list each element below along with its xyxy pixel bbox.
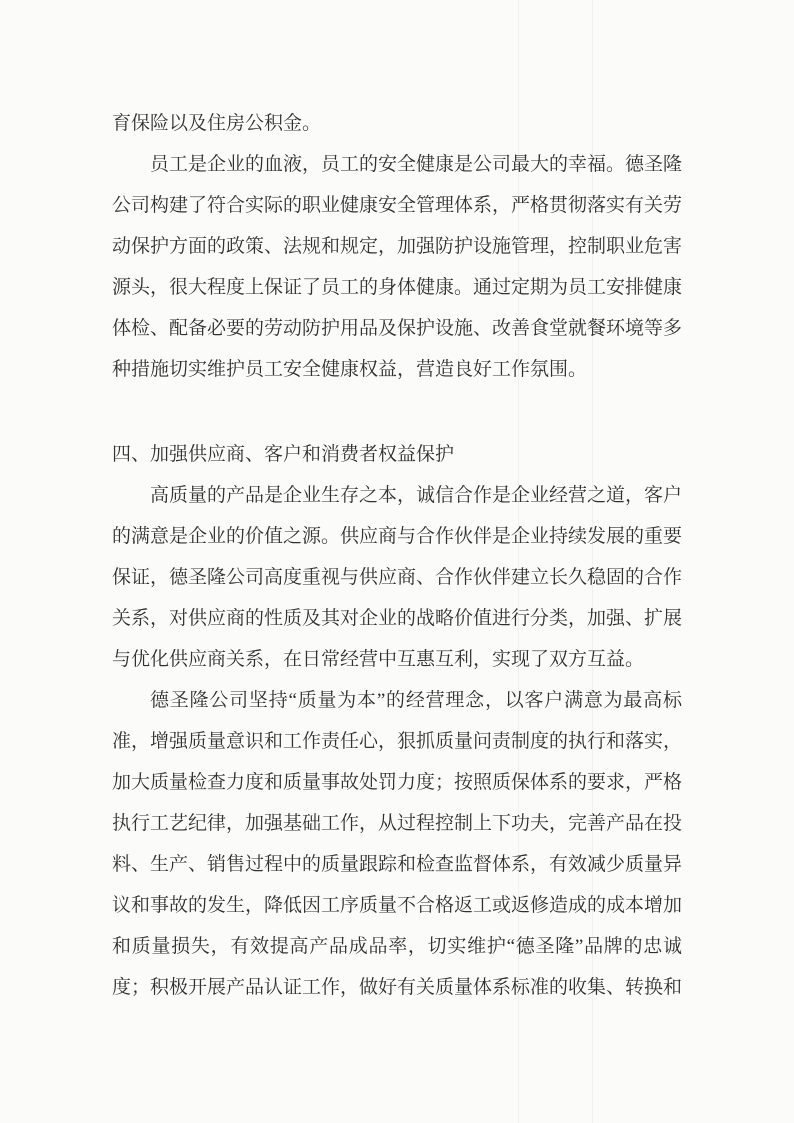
text-line: 公司构建了符合实际的职业健康安全管理体系，严格贯彻落实有关劳 <box>112 195 683 216</box>
text-line: 加大质量检查力度和质量事故处罚力度；按照质保体系的要求，严格 <box>112 772 683 793</box>
text-line: 种措施切实维护员工安全健康权益，营造良好工作氛围。 <box>112 359 588 380</box>
text-line: 议和事故的发生，降低因工序质量不合格返工或返修造成的成本增加 <box>112 895 683 916</box>
text-line: 保证，德圣隆公司高度重视与供应商、合作伙伴建立长久稳固的合作 <box>112 567 683 588</box>
text-line: 料、生产、销售过程中的质量跟踪和检查监督体系，有效减少质量异 <box>112 854 683 875</box>
text-line: 高质量的产品是企业生存之本，诚信合作是企业经营之道，客户 <box>150 485 683 506</box>
text-line: 源头，很大程度上保证了员工的身体健康。通过定期为员工安排健康 <box>112 277 683 298</box>
body-text-block <box>112 103 682 1008</box>
text-line: 执行工艺纪律，加强基础工作，从过程控制上下功夫，完善产品在投 <box>112 813 683 834</box>
section-heading: 四、加强供应商、客户和消费者权益保护 <box>112 444 455 465</box>
text-line: 育保险以及住房公积金。 <box>112 113 322 134</box>
text-line: 动保护方面的政策、法规和规定，加强防护设施管理，控制职业危害 <box>112 236 683 257</box>
text-line: 和质量损失，有效提高产品成品率，切实维护“德圣隆”品牌的忠诚 <box>112 936 682 957</box>
text-line: 的满意是企业的价值之源。供应商与合作伙伴是企业持续发展的重要 <box>112 526 683 547</box>
text-line: 度；积极开展产品认证工作，做好有关质量体系标准的收集、转换和 <box>112 977 683 998</box>
text-line: 德圣隆公司坚持“质量为本”的经营理念，以客户满意为最高标 <box>150 690 682 711</box>
text-line: 员工是企业的血液，员工的安全健康是公司最大的幸福。德圣隆 <box>150 154 683 175</box>
text-line: 关系，对供应商的性质及其对企业的战略价值进行分类，加强、扩展 <box>112 608 683 629</box>
text-line: 与优化供应商关系，在日常经营中互惠互利，实现了双方互益。 <box>112 649 645 670</box>
text-line: 准，增强质量意识和工作责任心，狠抓质量问责制度的执行和落实， <box>112 731 683 752</box>
text-line: 体检、配备必要的劳动防护用品及保护设施、改善食堂就餐环境等多 <box>112 318 683 339</box>
